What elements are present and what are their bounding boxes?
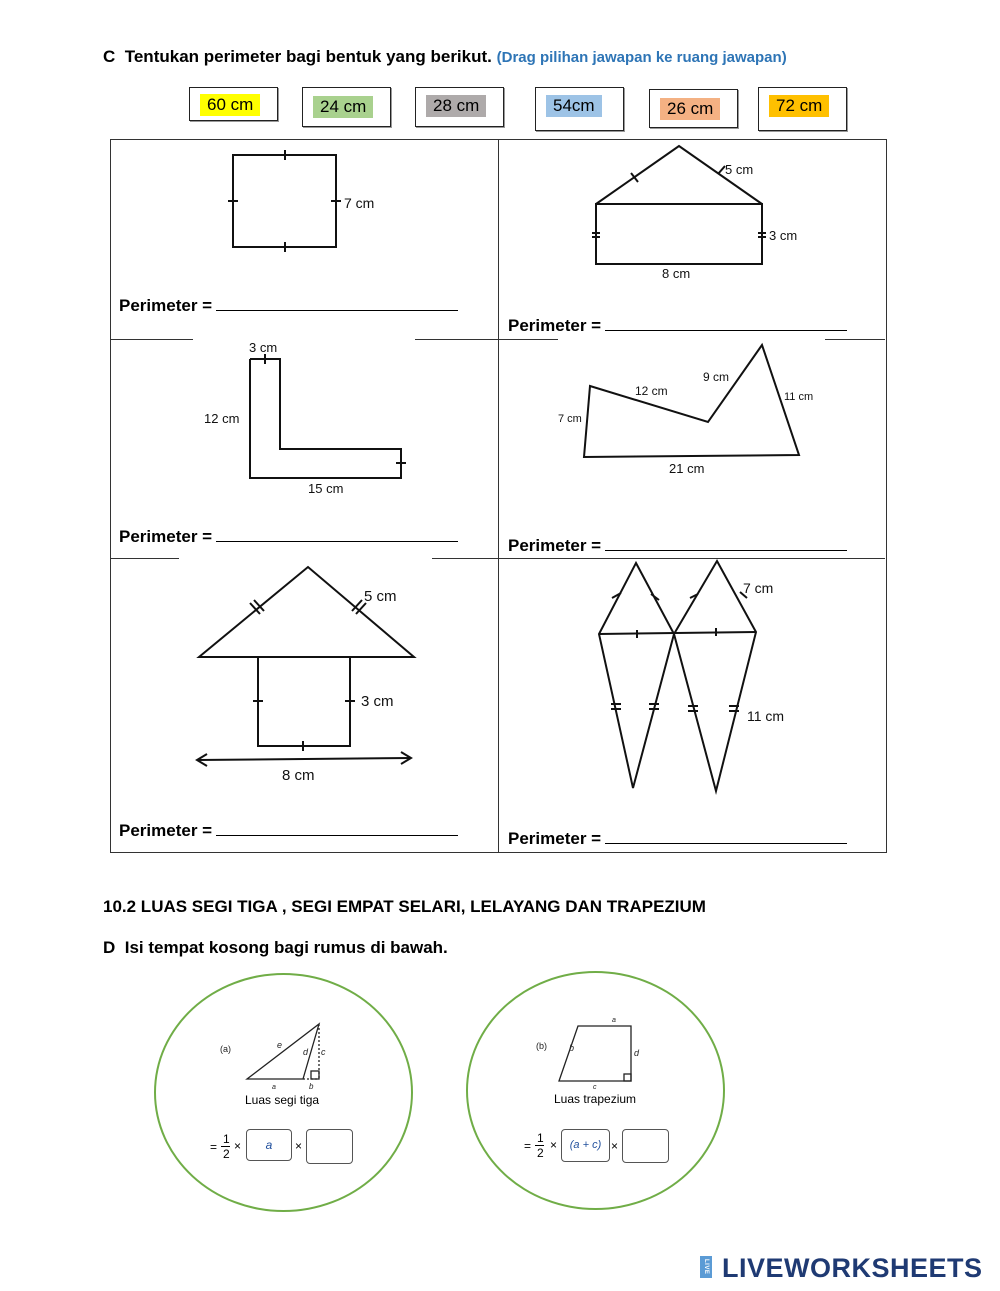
trapezium-sum-box[interactable]: (a + c): [561, 1129, 610, 1162]
formula-half-den: 2: [223, 1147, 230, 1161]
house2-side-label: 3 cm: [361, 693, 394, 710]
house-base-label: 8 cm: [662, 266, 691, 281]
answer-chip-label: 26 cm: [660, 98, 720, 120]
answer-blank[interactable]: [605, 829, 847, 844]
triangle-side-e: e: [277, 1040, 283, 1050]
formula-equals: =: [524, 1139, 532, 1153]
section-c-hint: (Drag pilihan jawapan ke ruang jawapan): [496, 49, 787, 66]
answer-blank[interactable]: [605, 316, 847, 331]
section-d-letter: D: [103, 938, 116, 957]
triangle-tag: (a): [220, 1044, 231, 1054]
perimeter-answer-4[interactable]: [508, 536, 847, 556]
formula-half-den: 2: [537, 1146, 544, 1160]
house2-roof-label: 5 cm: [364, 588, 397, 605]
triangle-side-a: a: [272, 1084, 276, 1091]
l-bottom-label: 15 cm: [308, 481, 344, 496]
section-d-heading: [103, 938, 448, 958]
house-height-label: 3 cm: [769, 228, 798, 243]
formula-half-num: 1: [537, 1131, 544, 1145]
l-left-label: 12 cm: [204, 411, 240, 426]
trapezium-side-b: b: [569, 1043, 575, 1053]
formula-equals: =: [210, 1140, 218, 1154]
triangle-side-c: c: [321, 1047, 326, 1057]
house-roof-label: 5 cm: [725, 162, 754, 177]
answer-chip-label: 72 cm: [769, 95, 829, 117]
perimeter-label: Perimeter =: [508, 829, 602, 848]
answer-blank[interactable]: [216, 296, 458, 311]
answer-blank[interactable]: [605, 536, 847, 551]
trapezium-caption: Luas trapezium: [554, 1092, 637, 1106]
formula-times: ×: [295, 1139, 303, 1153]
poly-left-label: 7 cm: [558, 413, 582, 425]
trapezium-height-box[interactable]: [622, 1129, 669, 1163]
triangle-caption: Luas segi tiga: [245, 1093, 320, 1107]
trapezium-side-c: c: [593, 1084, 597, 1091]
formula-times: ×: [611, 1139, 619, 1153]
square-side-label: 7 cm: [344, 195, 375, 211]
house2-base-label: 8 cm: [282, 767, 315, 784]
triangle-side-b: b: [309, 1082, 314, 1091]
kites-long-label: 11 cm: [747, 708, 785, 724]
perimeter-label: Perimeter =: [508, 316, 602, 335]
section-d-instruction: Isi tempat kosong bagi rumus di bawah.: [124, 938, 448, 957]
poly-bottom-label: 21 cm: [669, 461, 705, 476]
answer-chip-label: 28 cm: [426, 95, 486, 117]
answer-blank[interactable]: [216, 821, 458, 836]
answer-chip-label: 24 cm: [313, 96, 373, 118]
liveworksheets-logo: [700, 1253, 983, 1284]
trapezium-side-a: a: [612, 1017, 616, 1024]
formula-times: ×: [234, 1139, 242, 1153]
triangle-base-box[interactable]: a: [246, 1129, 292, 1161]
section-c-letter: C: [103, 47, 116, 66]
perimeter-label: Perimeter =: [508, 536, 602, 555]
logo-badge-text: LIVE: [700, 1256, 712, 1278]
logo-badge-icon: [700, 1256, 712, 1278]
perimeter-label: Perimeter =: [119, 821, 213, 840]
poly-mid-label: 12 cm: [635, 384, 668, 398]
poly-up-label: 9 cm: [703, 370, 730, 384]
trapezium-tag: (b): [536, 1041, 547, 1051]
triangle-height-box[interactable]: [306, 1129, 353, 1164]
answer-blank[interactable]: [216, 527, 458, 542]
poly-right-label: 11 cm: [784, 391, 814, 403]
answer-chip-label: 60 cm: [200, 94, 260, 116]
formula-times: ×: [550, 1138, 558, 1152]
perimeter-answer-1[interactable]: [119, 296, 458, 316]
perimeter-answer-6[interactable]: [508, 829, 847, 849]
polygon-shape: [584, 345, 799, 457]
answer-chip-label: 54cm: [546, 95, 602, 117]
l-top-label: 3 cm: [249, 340, 278, 355]
perimeter-answer-5[interactable]: [119, 821, 458, 841]
perimeter-label: Perimeter =: [119, 527, 213, 546]
triangle-side-d: d: [303, 1047, 309, 1057]
perimeter-answer-3[interactable]: [119, 527, 458, 547]
formula-half-num: 1: [223, 1132, 230, 1146]
section-10-2-title: 10.2 LUAS SEGI TIGA , SEGI EMPAT SELARI, LELAYANG DAN TRAPEZIUM: [103, 897, 706, 916]
l-shape: [250, 354, 406, 478]
kites-top-label: 7 cm: [743, 580, 774, 596]
section-c-instruction: Tentukan perimeter bagi bentuk yang berikut.: [124, 47, 492, 66]
brand-name: LIVEWORKSHEETS: [722, 1253, 983, 1283]
perimeter-label: Perimeter =: [119, 296, 213, 315]
kites-shape: [599, 561, 756, 791]
square-shape: [228, 150, 341, 252]
perimeter-answer-2[interactable]: [508, 316, 847, 336]
trapezium-side-d: d: [634, 1048, 640, 1058]
